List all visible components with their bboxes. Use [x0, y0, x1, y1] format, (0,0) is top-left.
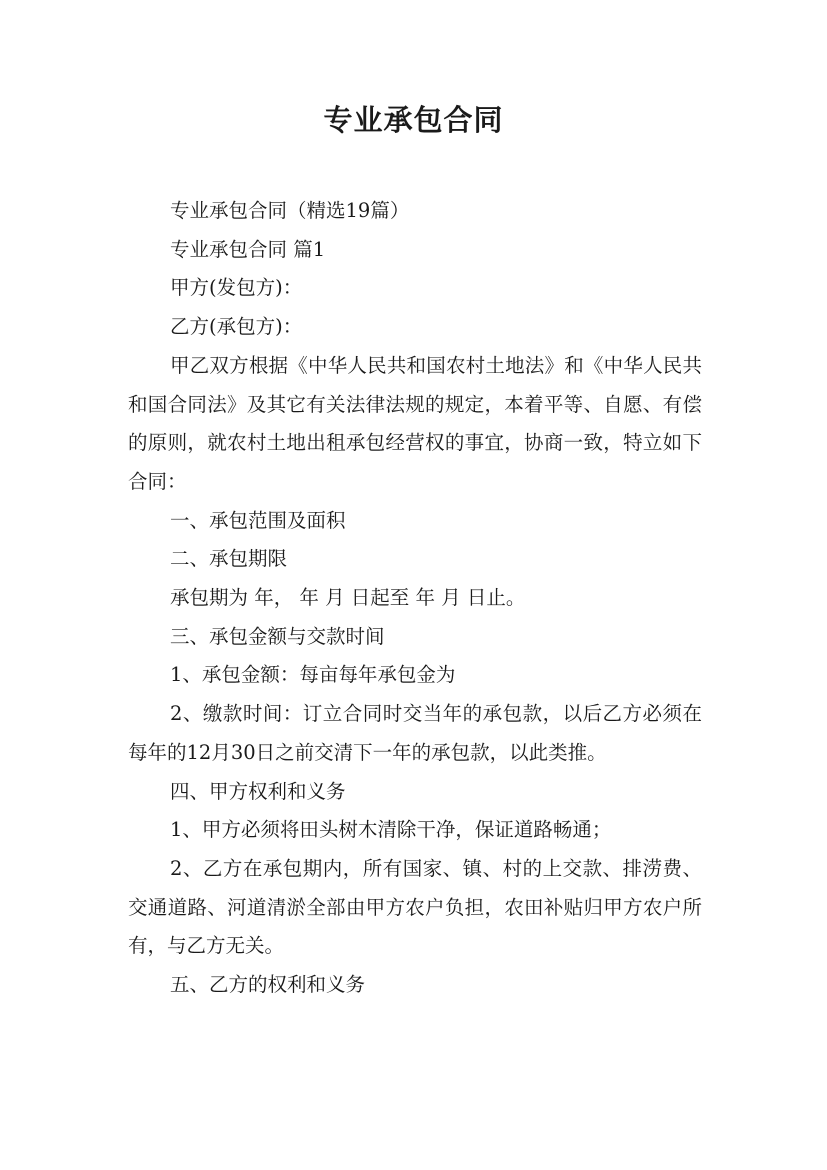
paragraph-section-heading: 专业承包合同 篇1	[170, 237, 326, 261]
paragraph-payment-time: 2、缴款时间：订立合同时交当年的承包款，以后乙方必须在每年的12月30日之前交清下一年的承包款，以此类推。	[128, 702, 702, 764]
paragraph-party-a: 甲方(发包方)：	[170, 276, 303, 300]
clause-heading-party-b-rights: 五、乙方的权利和义务	[170, 973, 366, 997]
clause-heading-term: 二、承包期限	[170, 547, 288, 571]
document-body	[128, 192, 702, 1005]
paragraph-party-b: 乙方(承包方)：	[170, 315, 303, 339]
document-title: 专业承包合同	[323, 103, 504, 137]
paragraph-payment-amount: 1、承包金额：每亩每年承包金为	[170, 663, 456, 687]
clause-heading-party-a-rights: 四、甲方权利和义务	[170, 779, 346, 803]
paragraph-subtitle: 专业承包合同（精选19篇）	[170, 199, 410, 222]
paragraph-party-a-duty-1: 1、甲方必须将田头树木清除干净，保证道路畅通；	[170, 818, 612, 842]
clause-heading-scope: 一、承包范围及面积	[170, 508, 346, 532]
paragraph-preamble: 甲乙双方根据《中华人民共和国农村土地法》和《中华人民共和国合同法》及其它有关法律法规的规定，本着平等、自愿、有偿的原则，就农村土地出租承包经营权的事宜，协商一致，特立如下合同：	[128, 353, 702, 493]
paragraph-term: 承包期为 年， 年 月 日起至 年 月 日止。	[170, 586, 526, 610]
clause-heading-payment: 三、承包金额与交款时间	[170, 624, 385, 648]
paragraph-party-a-duty-2: 2、乙方在承包期内，所有国家、镇、村的上交款、排涝费、交通道路、河道清淤全部由甲方农户负担，农田补贴归甲方农户所有，与乙方无关。	[128, 856, 702, 958]
